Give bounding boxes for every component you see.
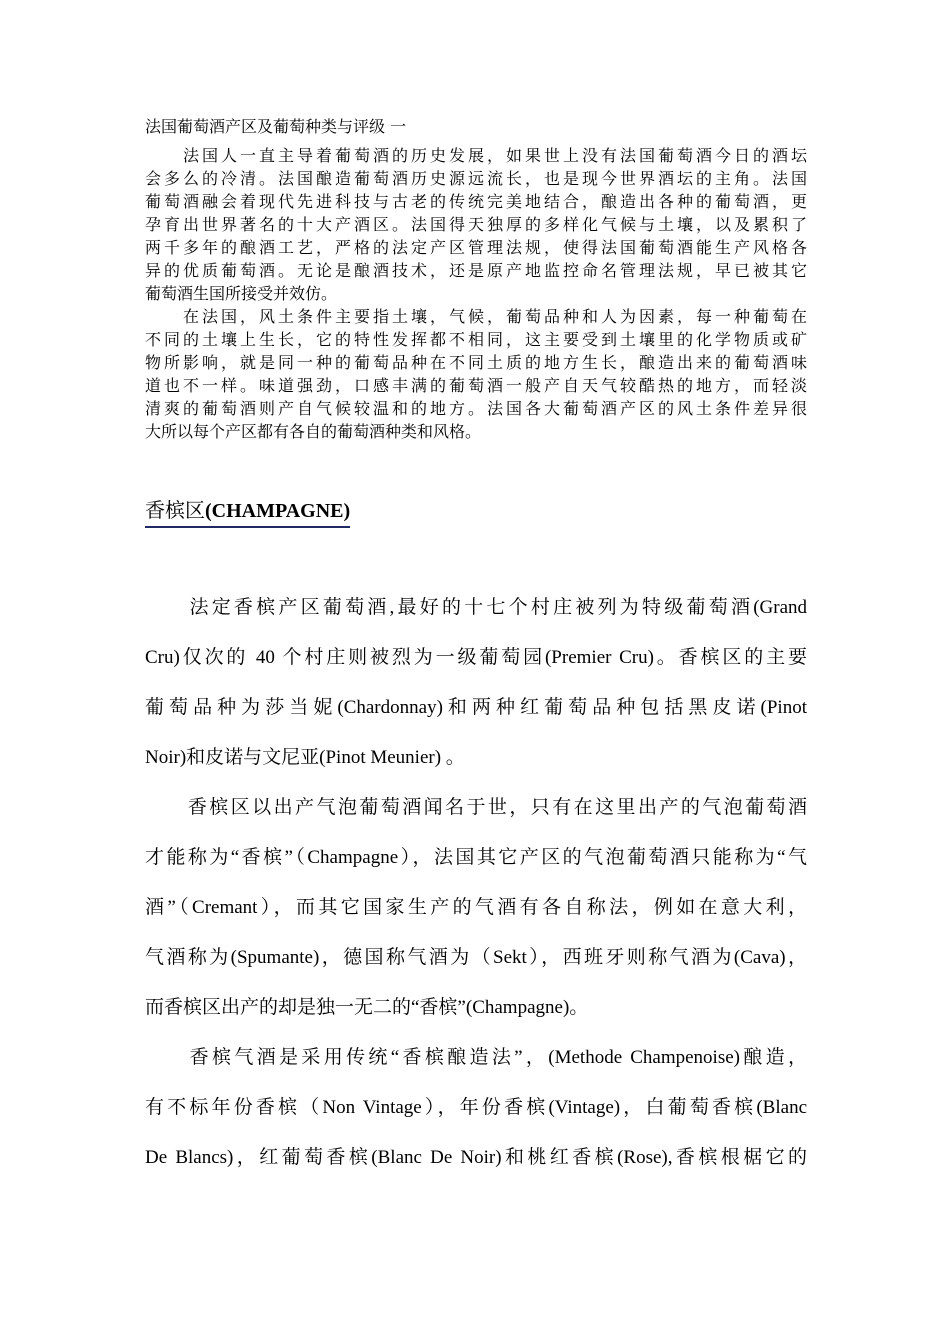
intro-paragraphs xyxy=(145,144,807,443)
document-title: 法国葡萄酒产区及葡萄种类与评级 一 xyxy=(145,117,407,136)
intro-line: 在法国，风土条件主要指土壤，气候，葡萄品种和人为因素，每一种葡萄在 xyxy=(145,307,807,326)
body-line: 香槟区以出产气泡葡萄酒闻名于世，只有在这里出产的气泡葡萄酒 xyxy=(145,797,807,818)
section-heading-champagne xyxy=(145,496,350,528)
intro-line: 物所影响，就是同一种的葡萄品种在不同土质的地方生长，酿造出来的葡萄酒味 xyxy=(145,353,807,372)
body-line: 葡萄品种为莎当妮(Chardonnay)和两种红葡萄品种包括黑皮诺(Pinot xyxy=(145,697,807,718)
section-heading-cn: 香槟区 xyxy=(145,498,205,522)
body-line: De Blancs)，红葡萄香槟(Blanc De Noir)和桃红香槟(Rose),香槟根椐它的 xyxy=(145,1147,807,1168)
body-line: Noir)和皮诺与文尼亚(Pinot Meunier) 。 xyxy=(145,747,465,768)
intro-line: 不同的土壤上生长，它的特性发挥都不相同，这主要受到土壤里的化学物质或矿 xyxy=(145,330,807,349)
section-heading-latin: (CHAMPAGNE) xyxy=(205,500,351,522)
body-line: 气酒称为(Spumante)，德国称气酒为（Sekt），西班牙则称气酒为(Cava)， xyxy=(145,947,807,968)
intro-line: 异的优质葡萄酒。无论是酿酒技术，还是原产地监控命名管理法规，早已被其它 xyxy=(145,261,807,280)
intro-line: 葡萄酒生国所接受并效仿。 xyxy=(145,284,338,303)
intro-line: 法国人一直主导着葡萄酒的历史发展，如果世上没有法国葡萄酒今日的酒坛 xyxy=(145,146,807,165)
body-line: 法定香槟产区葡萄酒,最好的十七个村庄被列为特级葡萄酒(Grand xyxy=(145,597,807,618)
body-line: 香槟气酒是采用传统“香槟酿造法”，(Methode Champenoise)酿造， xyxy=(145,1047,807,1068)
intro-line: 孕育出世界著名的十大产酒区。法国得天独厚的多样化气候与土壤，以及累积了 xyxy=(145,215,807,234)
intro-line: 大所以每个产区都有各自的葡萄酒种类和风格。 xyxy=(145,422,482,441)
intro-line: 道也不一样。味道强劲，口感丰满的葡萄酒一般产自天气较酷热的地方，而轻淡 xyxy=(145,376,807,395)
body-line: 酒”（Cremant），而其它国家生产的气酒有各自称法，例如在意大利， xyxy=(145,897,807,918)
body-line: 有不标年份香槟（Non Vintage），年份香槟(Vintage)，白葡萄香槟(Blanc xyxy=(145,1097,807,1118)
intro-line: 清爽的葡萄酒则产自气候较温和的地方。法国各大葡萄酒产区的风土条件差异很 xyxy=(145,399,807,418)
intro-line: 两千多年的酿酒工艺，严格的法定产区管理法规，使得法国葡萄酒能生产风格各 xyxy=(145,238,807,257)
body-line: 才能称为“香槟”（Champagne），法国其它产区的气泡葡萄酒只能称为“气 xyxy=(145,847,807,868)
champagne-body xyxy=(145,591,807,1191)
body-line: 而香槟区出产的却是独一无二的“香槟”(Champagne)。 xyxy=(145,997,589,1018)
intro-line: 会多么的冷清。法国酿造葡萄酒历史源远流长，也是现今世界酒坛的主角。法国 xyxy=(145,169,807,188)
intro-line: 葡萄酒融会着现代先进科技与古老的传统完美地结合，酿造出各种的葡萄酒，更 xyxy=(145,192,807,211)
body-line: Cru)仅次的 40 个村庄则被烈为一级葡萄园(Premier Cru)。香槟区的主要 xyxy=(145,647,807,668)
